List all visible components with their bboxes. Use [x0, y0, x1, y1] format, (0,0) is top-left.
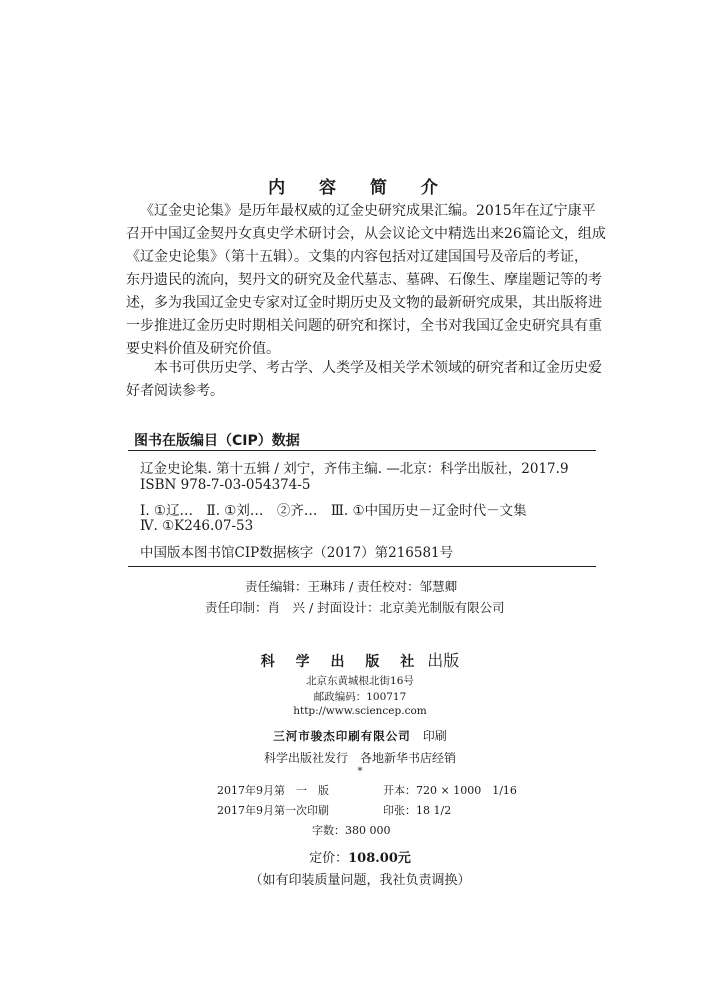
intro-line: 述，多为我国辽金史专家对辽金时期历史及文物的最新研究成果，其出版将进: [126, 295, 602, 311]
publisher-line: [0, 648, 720, 671]
print-sheets: 印张：18 1/2: [383, 804, 452, 817]
publisher-postcode: 邮政编码：100717: [313, 691, 407, 703]
intro-line: 《辽金史论集》是历年最权威的辽金史研究成果汇编。2015年在辽宁康平: [140, 203, 596, 219]
price-label: 定价：: [309, 851, 349, 866]
printing-date: 2017年9月第一次印刷: [217, 804, 329, 817]
price-value: 108.00元: [348, 851, 411, 866]
intro-paragraph-2: [126, 357, 601, 403]
cip-classification: Ⅰ. ①辽… Ⅱ. ①刘… ②齐… Ⅲ. ①中国历史－辽金时代－文集: [140, 503, 527, 519]
intro-line: 东丹遗民的流向，契丹文的研究及金代墓志、墓碑、石像生、摩崖题记等的考: [126, 272, 602, 288]
editors-line: 责任编辑：王琳玮 / 责任校对：邹慧卿: [245, 579, 458, 594]
cip-top-rule: [128, 450, 596, 451]
printer-line: [0, 725, 720, 744]
intro-paragraph-1: [126, 200, 606, 361]
intro-line: 一步推进辽金历史时期相关问题的研究和探讨，全书对我国辽金史研究具有重: [126, 318, 602, 334]
publisher-suffix: 出版: [422, 651, 460, 670]
cip-bottom-rule: [128, 566, 596, 567]
intro-line: 好者阅读参考。: [126, 383, 224, 399]
publisher-name: 科 学 出 版 社: [260, 654, 423, 670]
intro-line: 召开中国辽金契丹女真史学术研讨会，从会议论文中精选出来26篇论文，组成: [126, 226, 606, 242]
cip-heading: 图书在版编目（CIP）数据: [134, 433, 300, 449]
publisher-address: 北京东黄城根北街16号: [306, 675, 414, 687]
cip-title-line: 辽金史论集. 第十五辑 / 刘宁，齐伟主编. —北京：科学出版社，2017.9: [140, 461, 569, 477]
intro-line: 要史料价值及研究价值。: [126, 341, 280, 357]
format-size: 开本：720 × 1000 1/16: [383, 784, 517, 797]
cip-classification-2: Ⅳ. ①K246.07-53: [140, 518, 254, 534]
edition-line: [217, 782, 517, 798]
separator-star: *: [357, 766, 363, 777]
intro-line: 本书可供历史学、考古学、人类学及相关学术领域的研究者和辽金历史爱: [154, 360, 602, 376]
edition-date: 2017年9月第 一 版: [217, 784, 329, 797]
price-line: [0, 847, 720, 866]
distribution-line: 科学出版社发行 各地新华书店经销: [263, 751, 456, 765]
printing-line: [217, 802, 451, 818]
cip-isbn: ISBN 978-7-03-054374-5: [140, 477, 311, 493]
publisher-url: http://www.sciencep.com: [293, 705, 427, 717]
quality-notice: （如有印装质量问题，我社负责调换）: [249, 873, 471, 888]
printer-name: 三河市骏杰印刷有限公司: [273, 729, 411, 743]
page-title: 内 容 简 介: [268, 178, 452, 198]
production-line: 责任印制：肖 兴 / 封面设计：北京美光制版有限公司: [205, 600, 505, 615]
word-count: 字数：380 000: [312, 824, 391, 837]
printer-suffix: 印刷: [410, 729, 447, 743]
intro-line: 《辽金史论集》（第十五辑）。文集的内容包括对辽建国国号及帝后的考证，: [126, 249, 588, 265]
cip-number: 中国版本图书馆CIP数据核字（2017）第216581号: [140, 545, 454, 561]
